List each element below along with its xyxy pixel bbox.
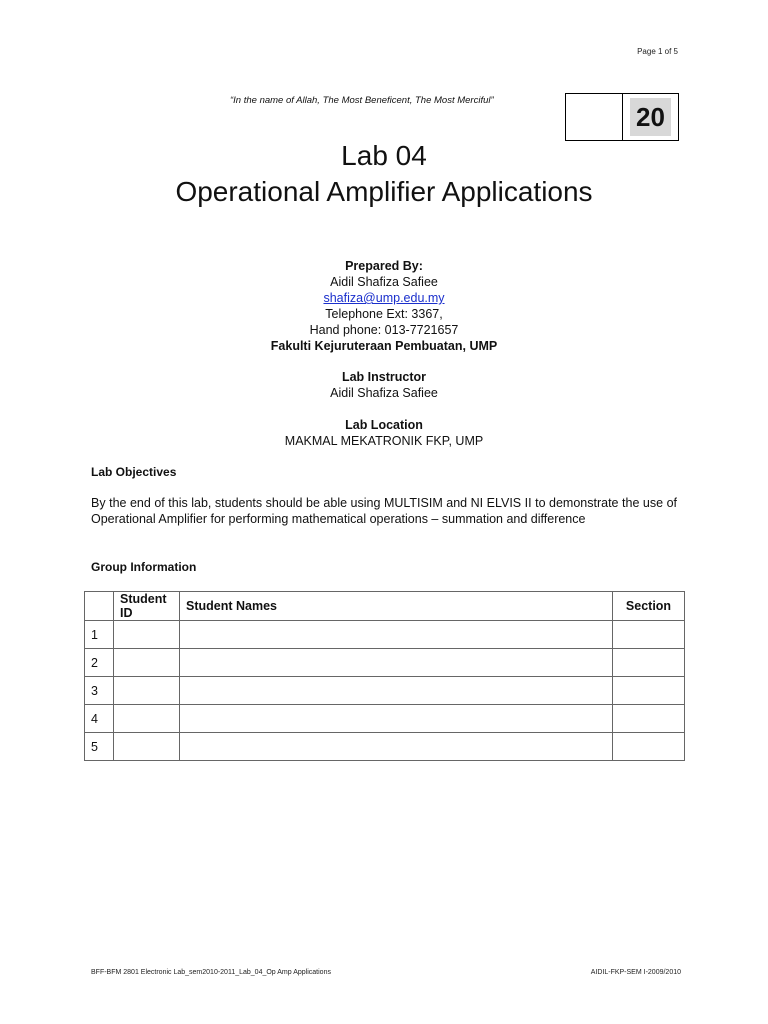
lab-instructor-block [0,369,768,401]
column-header-student-names: Student Names [180,592,613,621]
lab-location-heading: Lab Location [345,418,423,432]
row-number: 1 [85,621,114,649]
preparer-email-link[interactable]: shafiza@ump.edu.my [323,291,445,305]
student-id-cell[interactable] [114,621,180,649]
row-number: 3 [85,677,114,705]
row-number: 4 [85,705,114,733]
student-name-cell[interactable] [180,705,613,733]
section-cell[interactable] [613,677,685,705]
lab-instructor-name: Aidil Shafiza Safiee [330,386,438,400]
score-cell [623,94,678,140]
opening-quote: “In the name of Allah, The Most Beneficent, The Most Merciful” [230,95,494,106]
lab-objectives-heading: Lab Objectives [91,465,177,479]
prepared-by-block [0,258,768,354]
lab-location-place: MAKMAL MEKATRONIK FKP, UMP [284,434,484,448]
lab-location-block [0,417,768,449]
row-number: 5 [85,733,114,761]
student-id-cell[interactable] [114,649,180,677]
row-number: 2 [85,649,114,677]
student-name-cell[interactable] [180,677,613,705]
student-id-cell[interactable] [114,733,180,761]
section-cell[interactable] [613,733,685,761]
lab-instructor-heading: Lab Instructor [341,370,427,384]
score-box-blank-cell [566,94,623,140]
lab-number-title: Lab 04 [341,140,427,171]
telephone-ext: Telephone Ext: 3367, [325,307,443,321]
student-name-cell[interactable] [180,621,613,649]
table-row [85,733,685,761]
student-id-cell[interactable] [114,705,180,733]
table-row [85,705,685,733]
page-number: Page 1 of 5 [637,47,678,56]
student-name-cell[interactable] [180,649,613,677]
table-row [85,621,685,649]
lab-objectives-text: By the end of this lab, students should be able using MULTISIM and NI ELVIS II to demonstrate the use of Operational Amplifier for performing mathematical operations – summation and difference [91,496,677,526]
table-row [85,677,685,705]
table-row [85,649,685,677]
student-id-cell[interactable] [114,677,180,705]
prepared-by-heading: Prepared By: [345,259,423,273]
preparer-name: Aidil Shafiza Safiee [330,275,438,289]
footer-author-info: AIDIL-FKP-SEM I-2009/2010 [590,969,681,976]
group-information-heading: Group Information [91,560,197,574]
section-cell[interactable] [613,705,685,733]
student-name-cell[interactable] [180,733,613,761]
column-header-number [85,592,114,621]
column-header-section: Section [613,592,685,621]
footer-course-info: BFF-BFM 2801 Electronic Lab_sem2010-2011_Lab_04_Op Amp Applications [91,969,331,976]
section-cell[interactable] [613,649,685,677]
score-value: 20 [630,98,671,136]
table-header-row [85,592,685,621]
column-header-student-id: Student ID [114,592,180,621]
hand-phone: Hand phone: 013-7721657 [309,323,459,337]
group-information-table [84,591,685,761]
lab-topic-title: Operational Amplifier Applications [175,176,593,207]
faculty-name: Fakulti Kejuruteraan Pembuatan, UMP [270,339,498,353]
section-cell[interactable] [613,621,685,649]
score-box [565,93,679,141]
